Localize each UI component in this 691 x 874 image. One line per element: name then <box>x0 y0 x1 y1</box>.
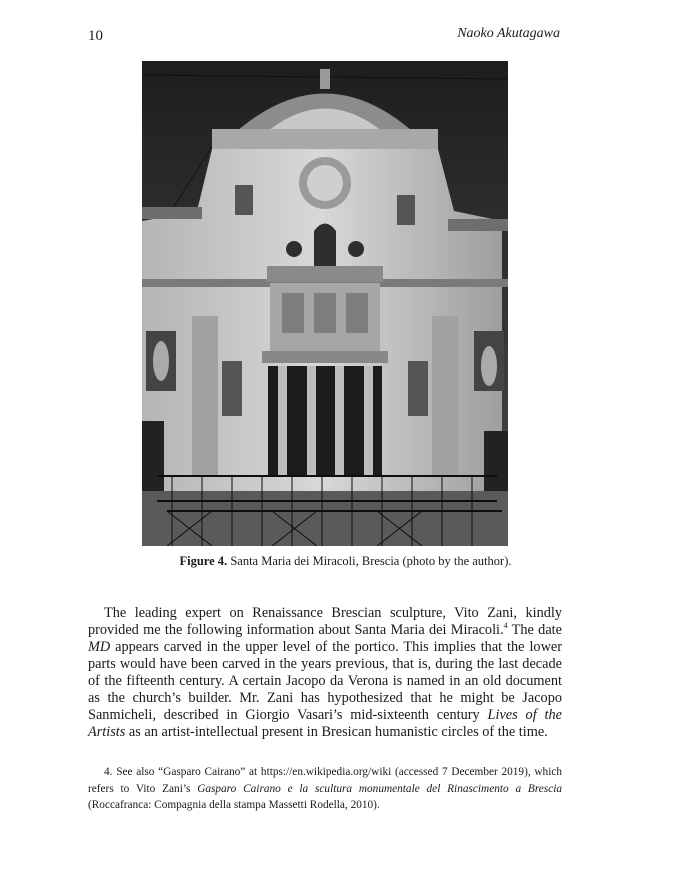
figure-caption <box>0 554 691 569</box>
body-text-a: The leading expert on Renaissance Brescian sculpture, Vito Zani, kindly provided me the following information about Santa Maria dei Miracoli. <box>88 605 562 638</box>
body-text-b: The date <box>507 622 562 638</box>
footnote-text-a: 4. See also “Gasparo Cairano” at https://en.wikipedia.org/wiki (accessed 7 December 2019), which refers to Vito Zani’s <box>88 766 562 795</box>
running-head: Naoko Akutagawa <box>457 26 560 41</box>
footnote-book-title: Gasparo Cairano e la scultura monumentale del Rinascimento a Brescia <box>197 782 563 795</box>
body-text-md: MD <box>88 639 111 655</box>
figure-caption-label: Figure 4. <box>179 554 228 568</box>
footnote <box>88 764 562 814</box>
page-number: 10 <box>88 28 103 44</box>
figure-caption-text: Santa Maria dei Miracoli, Brescia (photo by the author). <box>227 554 512 568</box>
body-text-d: as an artist-intellectual present in Bresican humanistic circles of the time. <box>125 724 548 740</box>
church-photo <box>142 61 508 546</box>
footnote-text-b: (Roccafranca: Compagnia della stampa Massetti Rodella, 2010). <box>88 799 380 811</box>
book-title: Lives of the Artists <box>88 707 562 740</box>
body-text-c: appears carved in the upper level of the portico. This implies that the lower parts would have been carved in the years previous, that is, during the last decade of the fifteenth century. A certain Jacopo da Verona is named in an old document as the church’s builder. Mr. Zani has hypothesized that he might be Jacopo Sanmicheli, described in Giorgio Vasari’s mid-sixteenth century <box>88 639 562 723</box>
body-paragraph <box>88 605 562 741</box>
footnote-ref[interactable]: 4 <box>503 621 508 631</box>
